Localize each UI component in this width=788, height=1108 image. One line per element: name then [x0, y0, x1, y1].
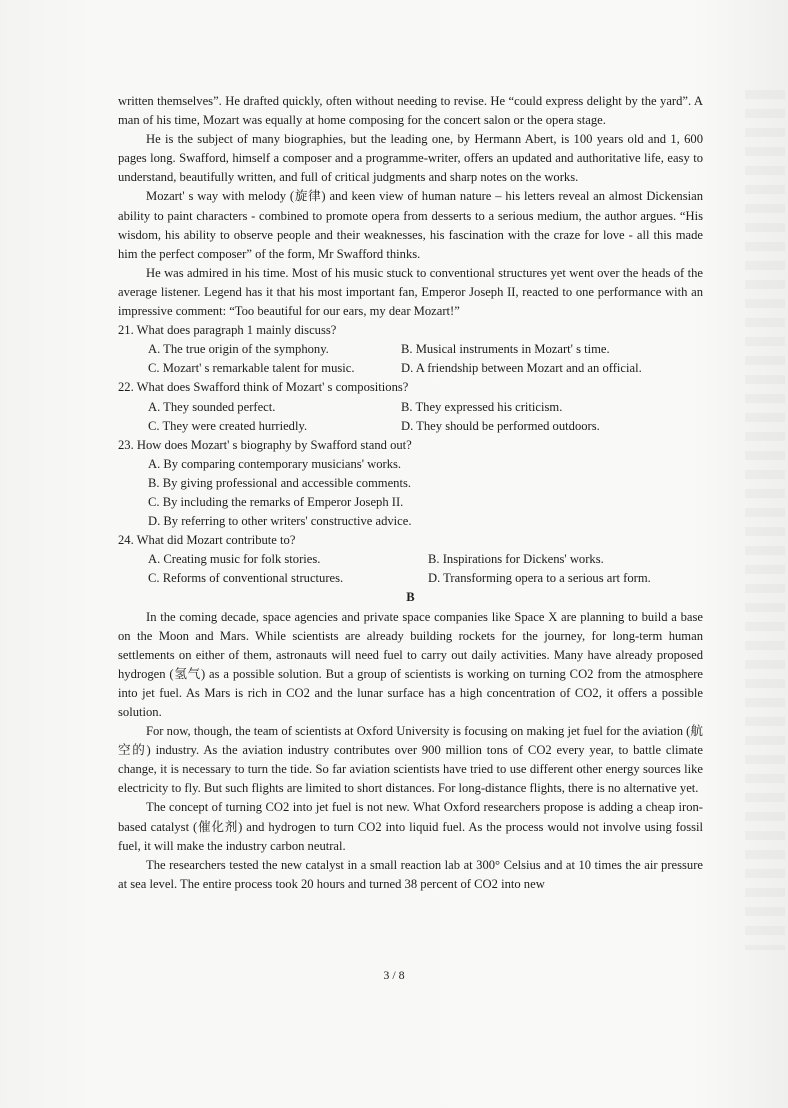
option-d: D. By referring to other writers' constructive advice.: [148, 514, 412, 529]
passage-a-paragraph-1-end: written themselves”. He drafted quickly, often without needing to revise. He “could express delight by the yard”. A man of his time, Mozart was equally at home composing for the concert salon or the opera stage.: [118, 94, 703, 128]
option-a: A. The true origin of the symphony.: [148, 342, 329, 357]
bleed-through-text: [745, 90, 785, 950]
passage-b-paragraph-1: In the coming decade, space agencies and private space companies like Space X are planning to build a base on the Moon and Mars. While scientists are already building rockets for the journey, for long-term human settlements on either of them, astronauts will need fuel to carry out daily activities. Many have already proposed hydrogen (氢气) as a possible solution. But a group of scientists is working on turning CO2 from the atmosphere into jet fuel. As Mars is rich in CO2 and the lunar surface has a high concentration of CO2, it offers a possible solution.: [118, 609, 703, 719]
passage-b-paragraph-2: For now, though, the team of scientists at Oxford University is focusing on making jet fuel for the aviation (航空的) industry. As the aviation industry contributes over 900 million tons of CO2 every year, to battle climate change, it is necessary to turn the tide. So far aviation scientists have tried to use different other energy sources like electricity to fly. But such flights are limited to short distances. For long-distance flights, there is no alternative yet.: [118, 724, 703, 796]
question-21: [118, 321, 703, 378]
option-a: A. They sounded perfect.: [148, 399, 276, 414]
passage-a-paragraph-3: Mozart' s way with melody (旋律) and keen view of human nature – his letters reveal an almost Dickensian ability to paint characters - combined to promote opera from desserts to a serious medium, the author argues. “His wisdom, his ability to observe people and their weaknesses, his fascination with the craze for love - all this made him the perfect composer” of the form, Mr Swafford thinks.: [118, 189, 703, 261]
option-a: A. By comparing contemporary musicians' works.: [148, 456, 402, 471]
option-d: D. Transforming opera to a serious art form.: [428, 571, 651, 586]
page-number: 3 / 8: [383, 968, 405, 982]
option-c: C. Reforms of conventional structures.: [148, 571, 344, 586]
option-c: C. They were created hurriedly.: [148, 418, 308, 433]
question-stem: 23. How does Mozart' s biography by Swafford stand out?: [118, 437, 412, 452]
option-d: D. They should be performed outdoors.: [401, 418, 600, 433]
option-c: C. By including the remarks of Emperor Joseph II.: [148, 494, 404, 509]
passage-a-paragraph-4: He was admired in his time. Most of his music stuck to conventional structures yet went over the heads of the average listener. Legend has it that his most important fan, Emperor Joseph II, reacted to one performance with an impressive comment: “Too beautiful for our ears, my dear Mozart!”: [118, 265, 703, 319]
passage-b-paragraph-3: The concept of turning CO2 into jet fuel is not new. What Oxford researchers propose is adding a cheap iron-based catalyst (催化剂) and hydrogen to turn CO2 into liquid fuel. As the process would not involve using fossil fuel, it will make the industry carbon neutral.: [118, 800, 703, 853]
option-b: B. By giving professional and accessible comments.: [148, 475, 412, 490]
option-b: B. Musical instruments in Mozart' s time.: [401, 342, 610, 357]
question-stem: 22. What does Swafford think of Mozart' s compositions?: [118, 380, 409, 395]
option-c: C. Mozart' s remarkable talent for music.: [148, 361, 355, 376]
option-a: A. Creating music for folk stories.: [148, 552, 321, 567]
question-stem: 24. What did Mozart contribute to?: [118, 533, 296, 548]
option-b: B. Inspirations for Dickens' works.: [428, 552, 604, 567]
question-stem: 21. What does paragraph 1 mainly discuss?: [118, 323, 337, 338]
passage-b-paragraph-4: The researchers tested the new catalyst in a small reaction lab at 300° Celsius and at 10 times the air pressure at sea level. The entire process took 20 hours and turned 38 percent of CO2 into new: [118, 857, 703, 891]
question-24: [118, 531, 703, 588]
passage-a-paragraph-2: He is the subject of many biographies, but the leading one, by Hermann Abert, is 100 years old and 1, 600 pages long. Swafford, himself a composer and a programme-writer, offers an updated and authoritative life, easy to understand, beautifully written, and full of critical judgments and sharp notes on the works.: [118, 132, 703, 185]
question-22: [118, 378, 703, 435]
option-d: D. A friendship between Mozart and an official.: [401, 361, 642, 376]
option-b: B. They expressed his criticism.: [401, 399, 563, 414]
page-content: [118, 92, 703, 894]
section-b-heading: B: [406, 590, 415, 605]
question-23: [118, 436, 703, 531]
